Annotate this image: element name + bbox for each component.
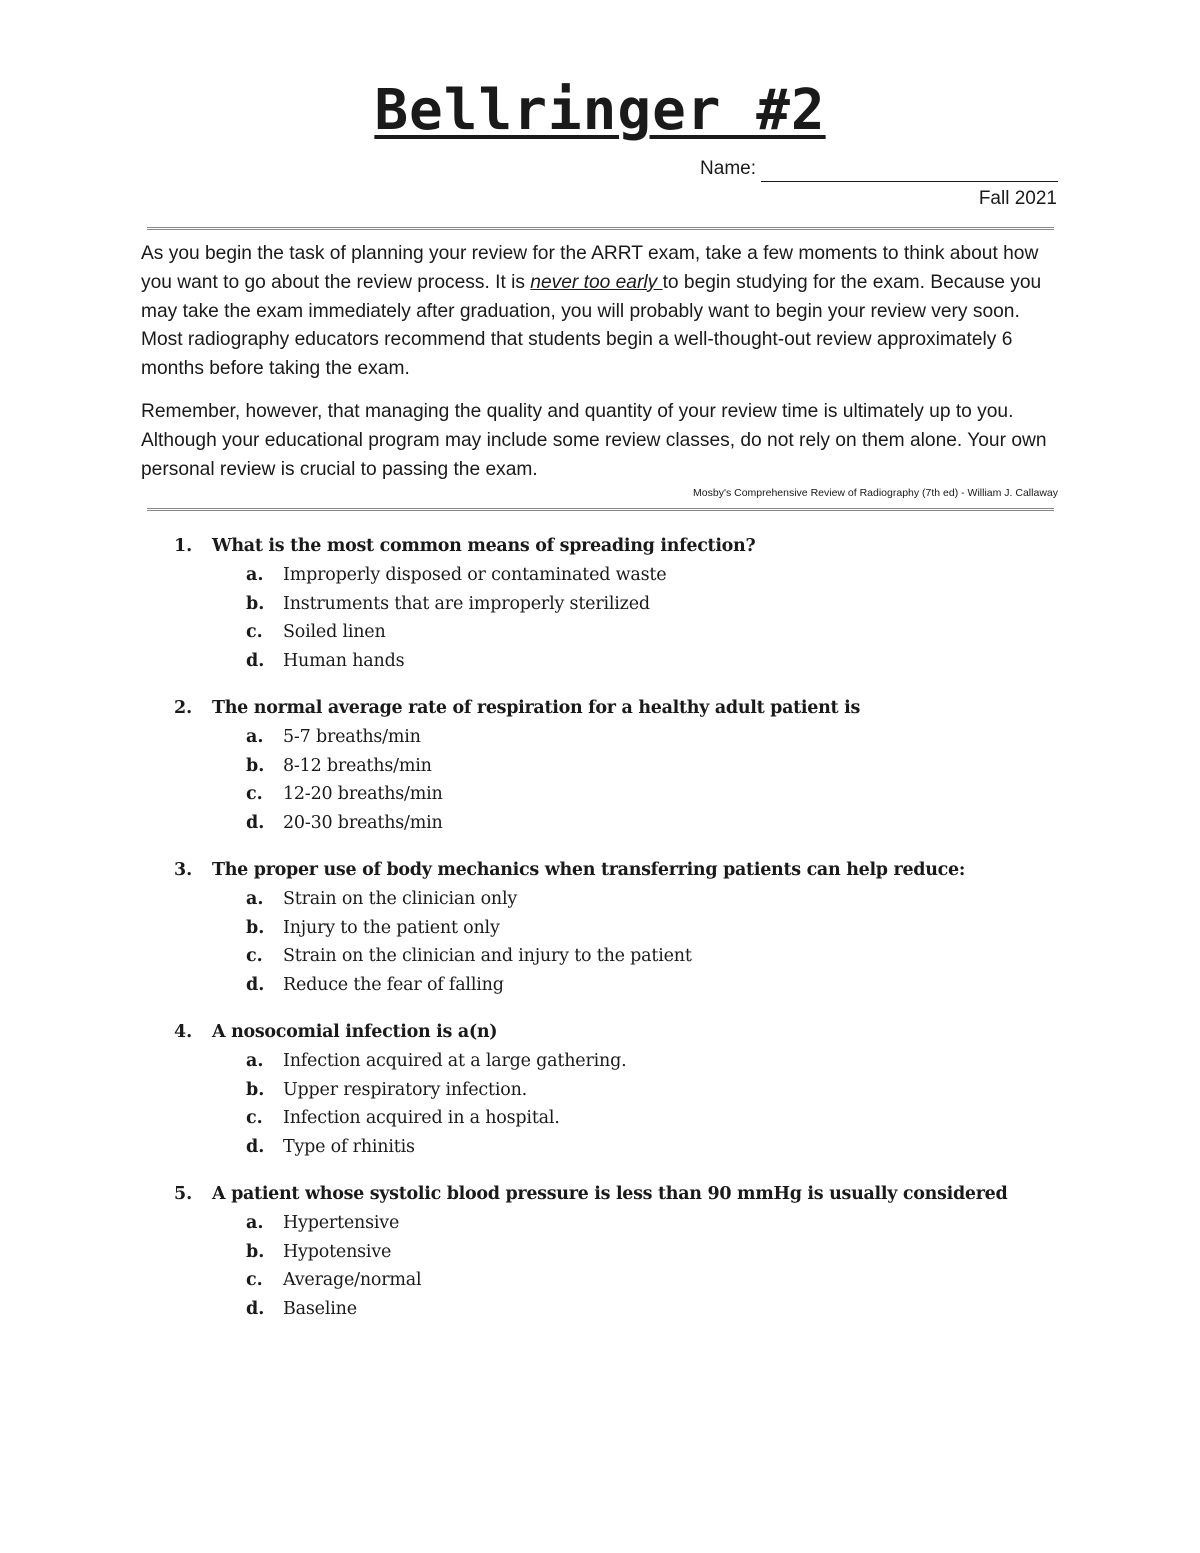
option-text: Human hands bbox=[283, 650, 405, 671]
option-letter: a. bbox=[246, 1213, 264, 1233]
option-text: 12-20 breaths/min bbox=[283, 784, 443, 804]
option-text: Soiled linen bbox=[283, 622, 386, 642]
name-field-row bbox=[700, 156, 1058, 182]
intro-p1-after: to begin studying for the exam. Because you may take the exam immediately after graduation, you will probably want to begin your review very soon. Most radiography educators recommend that students begin a well-thought-out review approximately 6 months before taking the exam. bbox=[141, 271, 1042, 380]
name-blank-line bbox=[761, 161, 1058, 182]
answer-option bbox=[0, 942, 1200, 971]
option-letter: d. bbox=[246, 1136, 265, 1157]
question-heading bbox=[0, 532, 1200, 561]
option-letter: b. bbox=[246, 917, 265, 938]
question-item bbox=[0, 694, 1200, 837]
answer-option bbox=[0, 618, 1200, 647]
name-label: Name: bbox=[700, 158, 756, 179]
question-number: 5. bbox=[174, 1184, 193, 1204]
answer-option bbox=[0, 1209, 1200, 1238]
page-title-text: Bellringer #2 bbox=[374, 78, 826, 143]
answer-option bbox=[0, 647, 1200, 676]
option-text: Instruments that are improperly sterilized bbox=[283, 593, 650, 614]
option-text: 8-12 breaths/min bbox=[283, 755, 432, 776]
answer-option bbox=[0, 1104, 1200, 1133]
question-text: The normal average rate of respiration for a healthy adult patient is bbox=[212, 698, 861, 718]
option-text: Average/normal bbox=[283, 1270, 422, 1290]
option-text: Improperly disposed or contaminated waste bbox=[283, 565, 667, 585]
answer-option bbox=[0, 1133, 1200, 1162]
answer-option bbox=[0, 561, 1200, 590]
answer-option bbox=[0, 971, 1200, 1000]
answer-option bbox=[0, 809, 1200, 838]
divider-top bbox=[147, 227, 1054, 230]
option-text: Strain on the clinician only bbox=[283, 889, 518, 909]
option-letter: d. bbox=[246, 650, 265, 671]
answer-option bbox=[0, 1076, 1200, 1105]
question-heading bbox=[0, 694, 1200, 723]
option-text: Strain on the clinician and injury to the patient bbox=[283, 946, 692, 966]
answer-option bbox=[0, 1266, 1200, 1295]
intro-paragraph-1 bbox=[141, 240, 1061, 384]
question-number: 1. bbox=[174, 536, 193, 556]
answer-option bbox=[0, 590, 1200, 619]
option-letter: c. bbox=[246, 1270, 263, 1290]
answer-option bbox=[0, 1047, 1200, 1076]
page-title bbox=[0, 76, 1200, 146]
intro-p1-before: As you begin the task of planning your review for the ARRT exam, take a few moments to think about how you want to go about the review process. It is bbox=[141, 243, 1039, 293]
question-heading bbox=[0, 856, 1200, 885]
option-text: Infection acquired at a large gathering. bbox=[283, 1051, 627, 1071]
answer-option bbox=[0, 885, 1200, 914]
option-letter: b. bbox=[246, 1079, 265, 1100]
intro-p2-text: Remember, however, that managing the quality and quantity of your review time is ultimately up to you. Although your educational program may include some review classes, do not rely on them alone. Your own personal review is crucial to passing the exam. bbox=[141, 401, 1047, 480]
option-text: Reduce the fear of falling bbox=[283, 974, 504, 995]
question-text: The proper use of body mechanics when transferring patients can help reduce: bbox=[212, 860, 965, 880]
option-text: Hypotensive bbox=[283, 1241, 392, 1262]
option-letter: b. bbox=[246, 1241, 265, 1262]
option-text: Type of rhinitis bbox=[283, 1136, 415, 1157]
option-text: Upper respiratory infection. bbox=[283, 1079, 528, 1100]
option-letter: b. bbox=[246, 593, 265, 614]
option-letter: a. bbox=[246, 889, 264, 909]
option-letter: a. bbox=[246, 1051, 264, 1071]
option-text: Hypertensive bbox=[283, 1213, 400, 1233]
question-heading bbox=[0, 1180, 1200, 1209]
question-item bbox=[0, 532, 1200, 675]
option-text: Infection acquired in a hospital. bbox=[283, 1108, 560, 1128]
option-letter: d. bbox=[246, 812, 265, 833]
divider-bottom bbox=[147, 508, 1054, 511]
option-text: 20-30 breaths/min bbox=[283, 812, 443, 833]
question-heading bbox=[0, 1018, 1200, 1047]
question-text: What is the most common means of spreading infection? bbox=[212, 536, 756, 556]
question-list bbox=[0, 532, 1200, 1342]
intro-p1-emphasis: never too early bbox=[530, 271, 663, 293]
term-label: Fall 2021 bbox=[978, 188, 1057, 209]
option-letter: b. bbox=[246, 755, 265, 776]
question-number: 4. bbox=[174, 1022, 193, 1042]
question-number: 2. bbox=[174, 698, 193, 718]
question-item bbox=[0, 856, 1200, 999]
option-letter: d. bbox=[246, 1298, 265, 1319]
question-number: 3. bbox=[174, 860, 193, 880]
answer-option bbox=[0, 1295, 1200, 1324]
answer-option bbox=[0, 752, 1200, 781]
option-letter: c. bbox=[246, 784, 263, 804]
answer-option bbox=[0, 914, 1200, 943]
question-item bbox=[0, 1018, 1200, 1161]
question-text: A patient whose systolic blood pressure is less than 90 mmHg is usually considered bbox=[212, 1184, 1008, 1204]
answer-option bbox=[0, 723, 1200, 752]
option-text: Baseline bbox=[283, 1298, 357, 1319]
option-letter: a. bbox=[246, 565, 264, 585]
citation: Mosby's Comprehensive Review of Radiography (7th ed) - William J. Callaway bbox=[693, 487, 1058, 499]
answer-option bbox=[0, 780, 1200, 809]
question-item bbox=[0, 1180, 1200, 1323]
option-letter: c. bbox=[246, 946, 263, 966]
answer-option bbox=[0, 1238, 1200, 1267]
option-letter: c. bbox=[246, 622, 263, 642]
option-text: 5-7 breaths/min bbox=[283, 727, 421, 747]
option-text: Injury to the patient only bbox=[283, 917, 500, 938]
question-text: A nosocomial infection is a(n) bbox=[212, 1022, 498, 1042]
option-letter: d. bbox=[246, 974, 265, 995]
option-letter: a. bbox=[246, 727, 264, 747]
option-letter: c. bbox=[246, 1108, 263, 1128]
intro-paragraph-2 bbox=[141, 398, 1061, 484]
